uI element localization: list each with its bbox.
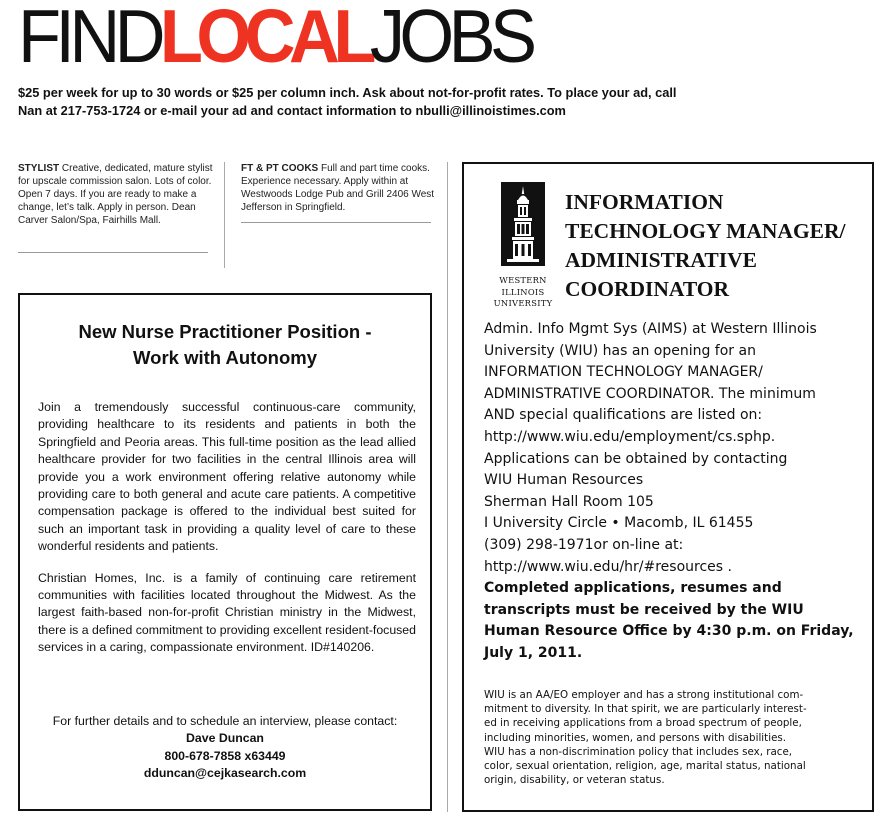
wiu-logo: [491, 182, 555, 306]
deadline-line: Completed applications, resumes and: [484, 580, 782, 597]
wiu-ad: [462, 162, 874, 812]
contact-email: dduncan@cejkasearch.com: [143, 766, 307, 781]
masthead-title: [18, 0, 532, 78]
eo-line: including minorities, women, and persons with disabilities.: [484, 731, 787, 744]
classified-keyword: FT & PT COOKS: [241, 163, 319, 174]
contact-phone: 800-678-7858 x63449: [164, 748, 286, 763]
contact-intro: For further details and to schedule an interview, please contact:: [52, 714, 398, 728]
ad-title-line: INFORMATION: [565, 190, 724, 214]
masthead-find: FIND: [18, 0, 160, 78]
eo-line: color, sexual orientation, religion, age, marital status, national: [484, 760, 806, 773]
eo-statement: [484, 688, 864, 787]
deadline-line: transcripts must be received by the WIU: [484, 601, 804, 618]
classified-text: Creative, dedicated, mature stylist for upscale commission salon. Lots of color. Open 7 days. If you are ready to make a change, let’s talk. Apply in person. Dean Carver Salon/Spa, Fairhills Mall.: [18, 163, 213, 226]
eo-line: ed in receiving applications from a broad spectrum of people,: [484, 717, 802, 730]
ad-title: [565, 188, 870, 304]
eo-line: WIU is an AA/EO employer and has a strong institutional com-: [484, 689, 804, 701]
sherman-hall-tower-icon: [501, 182, 545, 266]
ad-paragraph: Join a tremendously successful continuous-care community, providing healthcare to its residents and patients in both the Springfield and Peoria areas. This full-time position as the lead allied healthcare provider for two facilities in the central Illinois area will provide you a work environment offering relative autonomy while providing care to both general and acute care patients. A competitive compensation package is offered to the individual best suited for such an important task in providing a quality level of care to these wonderful residents and patients.: [38, 400, 416, 554]
nurse-practitioner-ad: [18, 293, 432, 811]
rates-info: $25 per week for up to 30 words or $25 per column inch. Ask about not-for-profit rates. To place your ad, call Nan at 217-753-1724 or e-mail your ad and contact information to nbulli@illinoistimes.com: [18, 85, 677, 118]
ad-title-line: ADMINISTRATIVE: [565, 248, 757, 272]
contact-name: Dave Duncan: [186, 731, 264, 746]
body-line: Admin. Info Mgmt Sys (AIMS) at Western Illinois: [484, 321, 817, 337]
ad-title-line: TECHNOLOGY MANAGER/: [565, 219, 846, 243]
body-line: AND special qualifications are listed on:: [484, 407, 763, 424]
classified-cooks: [241, 162, 436, 214]
ad-title: [20, 319, 430, 371]
eo-line: mitment to diversity. In that spirit, we are particularly interest-: [484, 703, 807, 716]
masthead-jobs: JOBS: [369, 0, 532, 78]
eo-line: WIU has a non-discrimination policy that includes sex, race,: [484, 745, 793, 758]
body-line: Applications can be obtained by contacting: [484, 450, 788, 467]
ad-contact: [20, 713, 430, 783]
body-line: University (WIU) has an opening for an: [484, 342, 756, 359]
deadline-line: July 1, 2011.: [484, 644, 583, 661]
body-line: I University Circle • Macomb, IL 61455: [484, 515, 754, 532]
body-line: http://www.wiu.edu/employment/cs.sphp.: [484, 428, 776, 445]
deadline-line: Human Resource Office by 4:30 p.m. on Friday,: [484, 623, 854, 640]
eo-line: origin, disability, or veteran status.: [484, 774, 665, 787]
body-line: Sherman Hall Room 105: [484, 493, 654, 510]
divider: [18, 252, 208, 253]
ad-title-line: Work with Autonomy: [133, 347, 317, 368]
logo-line: ILLINOIS: [501, 286, 545, 297]
ad-body: [484, 319, 864, 665]
ad-title-line: COORDINATOR: [565, 277, 730, 301]
divider: [241, 222, 431, 223]
body-line: INFORMATION TECHNOLOGY MANAGER/: [484, 364, 763, 381]
body-line: http://www.wiu.edu/hr/#resources .: [484, 558, 732, 575]
column-divider: [224, 162, 225, 268]
ad-title-line: New Nurse Practitioner Position -: [78, 321, 372, 342]
wiu-logo-text: [491, 275, 555, 310]
ad-body: [38, 399, 416, 671]
classified-text: Full and part time cooks. Experience necessary. Apply within at Westwoods Lodge Pub and Grill 2406 West Jefferson in Springfield.: [241, 163, 435, 213]
logo-line: WESTERN: [499, 275, 547, 285]
column-divider: [447, 162, 448, 812]
body-line: (309) 298-1971or on-line at:: [484, 536, 684, 553]
masthead-local: LOCAL: [159, 0, 370, 78]
classified-stylist: [18, 162, 213, 227]
body-line: WIU Human Resources: [484, 472, 644, 489]
logo-line: UNIVERSITY: [493, 298, 553, 308]
ad-paragraph: Christian Homes, Inc. is a family of continuing care retirement communities with facilities located throughout the Midwest. As the largest faith-based non-for-profit Christian ministry in the Midwest, there is a defined commitment to providing excellent resident-focused services in a caring, compassionate environment. ID#140206.: [38, 570, 416, 655]
body-line: ADMINISTRATIVE COORDINATOR. The minimum: [484, 385, 816, 402]
classified-keyword: STYLIST: [18, 163, 60, 174]
